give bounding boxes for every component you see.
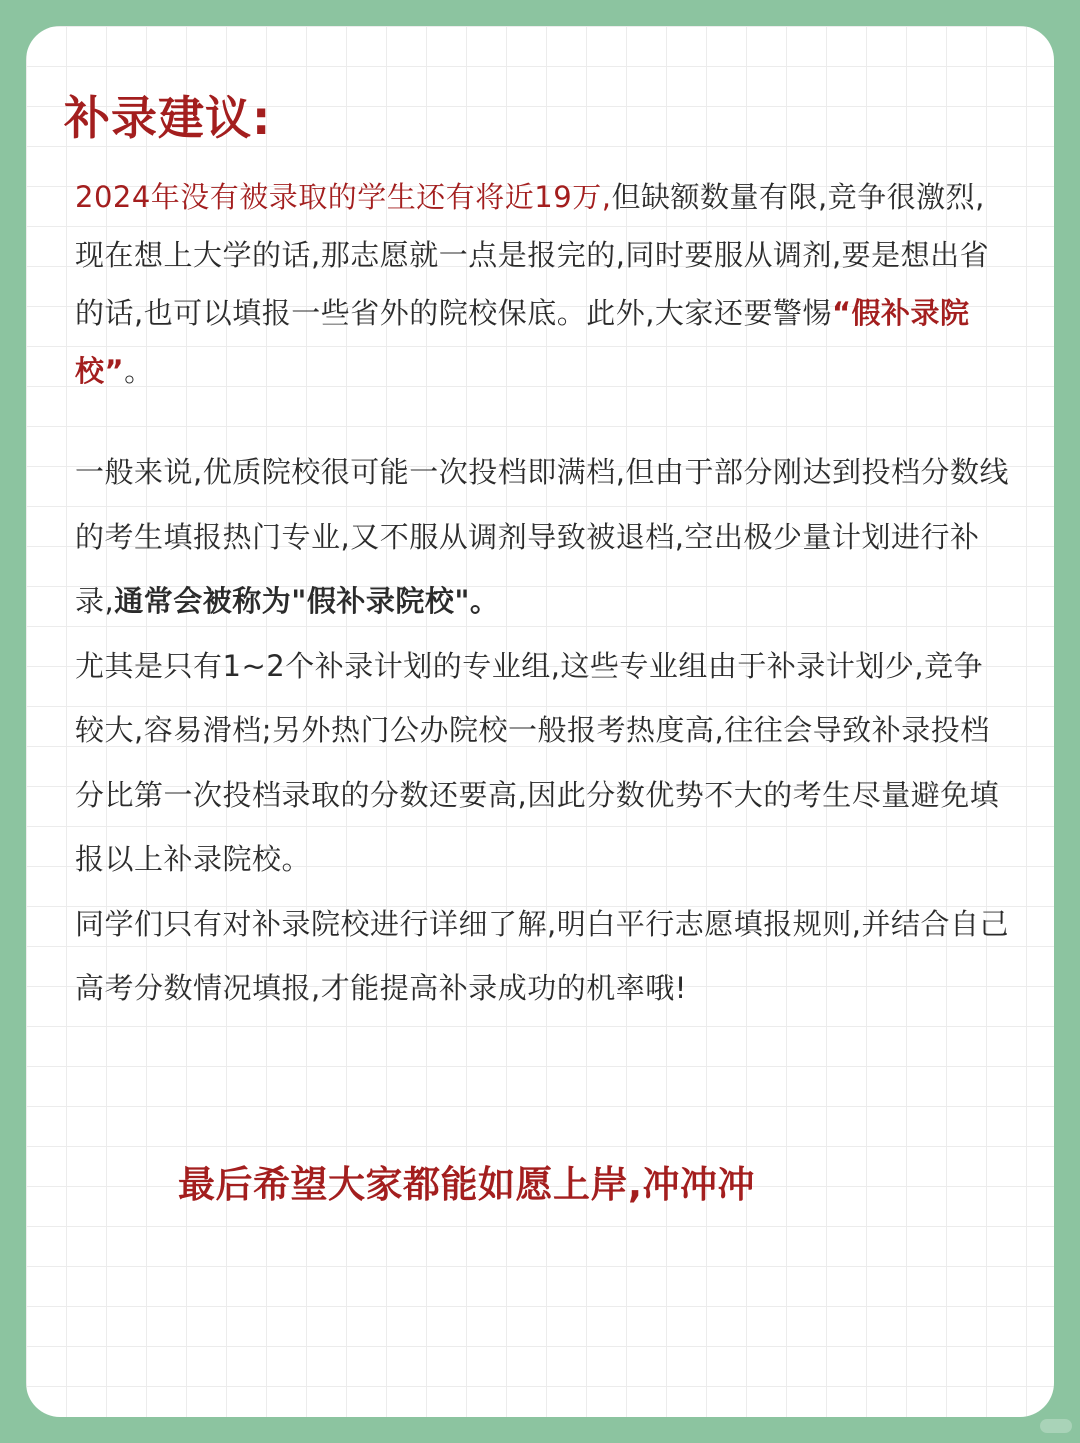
paragraph-intro — [75, 168, 1010, 400]
watermark-badge — [1040, 1419, 1072, 1433]
fake-college-warning: “假补录院校” — [75, 296, 970, 388]
advice-text: 同学们只有对补录院校进行详细了解,明白平行志愿填报规则,并结合自己高考分数情况填报,才能提高补录成功的机率哦! — [75, 906, 1009, 1005]
closing-message: 最后希望大家都能如愿上岸,冲冲冲 — [178, 1163, 756, 1206]
risk-text: 尤其是只有1~2个补录计划的专业组,这些专业组由于补录计划少,竞争较大,容易滑档;另外热门公办院校一般报考热度高,往往会导致补录投档分比第一次投档录取的分数还要高,因此分数优势不大的考生尽量避免填报以上补录院校。 — [75, 648, 1000, 876]
paragraph-explanation — [75, 440, 1010, 1021]
intro-end: 。 — [124, 354, 154, 388]
explanation-text: 一般来说,优质院校很可能一次投档即满档,但由于部分刚达到投档分数线的考生填报热门专业,又不服从调剂导致被退档,空出极少量计划进行补录, — [75, 455, 1009, 618]
content-card — [26, 26, 1054, 1417]
highlight-statistic: 2024年没有被录取的学生还有将近19万, — [75, 180, 612, 214]
page-title: 补录建议: — [64, 91, 272, 145]
intro-text: 但缺额数量有限,竞争很激烈,现在想上大学的话,那志愿就一点是报完的,同时要服从调剂,要是想出省的话,也可以填报一些省外的院校保底。此外,大家还要警惕 — [75, 180, 990, 330]
fake-college-term: 通常会被称为"假补录院校"。 — [114, 584, 500, 618]
